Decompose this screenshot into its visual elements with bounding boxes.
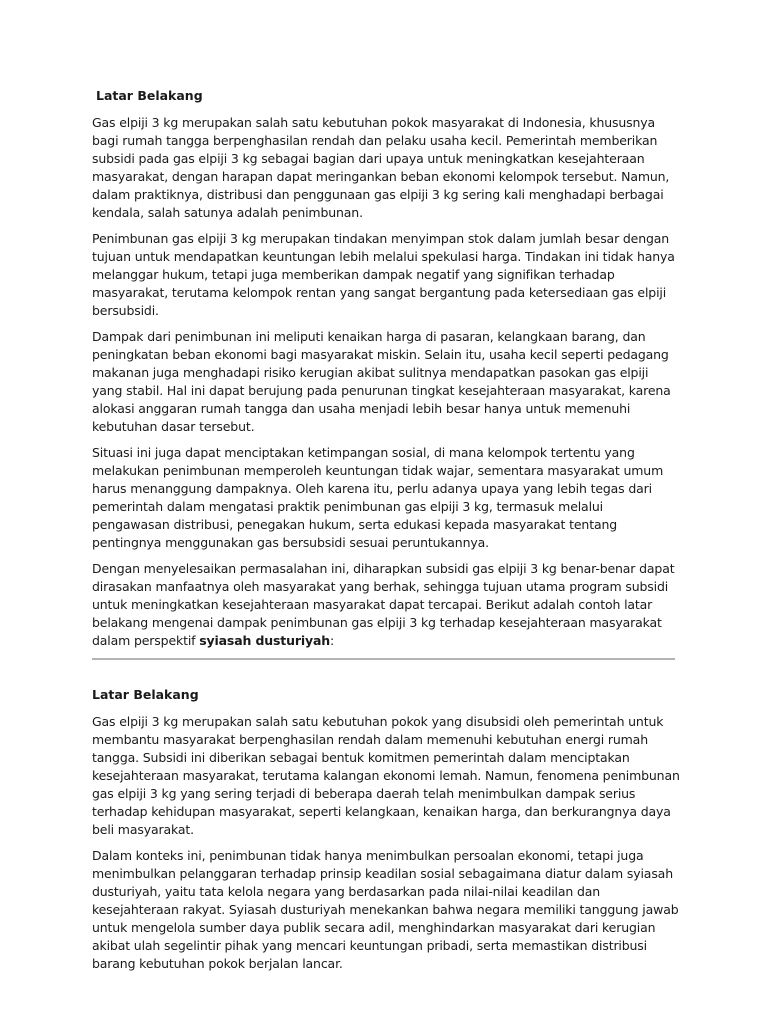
section-2-heading: Latar Belakang: [92, 687, 199, 702]
section-1-paragraph-4: Situasi ini juga dapat menciptakan ketimpangan sosial, di mana kelompok tertentu yang melakukan penimbunan memperoleh keuntungan tidak wajar, sementara masyarakat umum harus menanggung dampaknya. Oleh karena itu, perlu adanya upaya yang lebih tegas dari pemerintah dalam mengatasi praktik penimbunan gas elpiji 3 kg, termasuk melalui pengawasan distribusi, penegakan hukum, serta edukasi kepada masyarakat tentang pentingnya menggunakan gas bersubsidi sesuai peruntukannya.: [92, 445, 664, 550]
section-1-paragraph-2: Penimbunan gas elpiji 3 kg merupakan tindakan menyimpan stok dalam jumlah besar dengan tujuan untuk mendapatkan keuntungan lebih melalui spekulasi harga. Tindakan ini tidak hanya melanggar hukum, tetapi juga memberikan dampak negatif yang signifikan terhadap masyarakat, terutama kelompok rentan yang sangat bergantung pada ketersediaan gas elpiji bersubsidi.: [92, 231, 675, 318]
closing-text: Dengan menyelesaikan permasalahan ini, diharapkan subsidi gas elpiji 3 kg benar-benar dapat dirasakan manfaatnya oleh masyarakat yang berhak, sehingga tujuan utama program subsidi untuk meningkatkan kesejahteraan masyarakat dapat tercapai. Berikut adalah contoh latar belakang mengenai dampak penimbunan gas elpiji 3 kg terhadap kesejahteraan masyarakat dalam perspektif: [92, 561, 675, 648]
closing-colon: :: [330, 633, 335, 648]
horizontal-divider: [92, 658, 675, 660]
document-page: [92, 86, 682, 981]
section-1-closing-paragraph: [92, 560, 682, 650]
section-2-paragraph-2: Dalam konteks ini, penimbunan tidak hanya menimbulkan persoalan ekonomi, tetapi juga menimbulkan pelanggaran terhadap prinsip keadilan sosial sebagaimana diatur dalam syiasah dusturiyah, yaitu tata kelola negara yang berdasarkan pada nilai-nilai keadilan dan kesejahteraan rakyat. Syiasah dusturiyah menekankan bahwa negara memiliki tanggung jawab untuk mengelola sumber daya publik secara adil, menghindarkan masyarakat dari kerugian akibat ulah segelintir pihak yang mencari keuntungan pribadi, serta memastikan distribusi barang kebutuhan pokok berjalan lancar.: [92, 848, 679, 971]
section-1-paragraph-1: Gas elpiji 3 kg merupakan salah satu kebutuhan pokok masyarakat di Indonesia, khususnya bagi rumah tangga berpenghasilan rendah dan pelaku usaha kecil. Pemerintah memberikan subsidi pada gas elpiji 3 kg sebagai bagian dari upaya untuk meningkatkan kesejahteraan masyarakat, dengan harapan dapat meringankan beban ekonomi kelompok tersebut. Namun, dalam praktiknya, distribusi dan penggunaan gas elpiji 3 kg sering kali menghadapi berbagai kendala, salah satunya adalah penimbunan.: [92, 115, 670, 220]
section-2-paragraph-1: Gas elpiji 3 kg merupakan salah satu kebutuhan pokok yang disubsidi oleh pemerintah untuk membantu masyarakat berpenghasilan rendah dalam memenuhi kebutuhan energi rumah tangga. Subsidi ini diberikan sebagai bentuk komitmen pemerintah dalam menciptakan kesejahteraan masyarakat, terutama kalangan ekonomi lemah. Namun, fenomena penimbunan gas elpiji 3 kg yang sering terjadi di beberapa daerah telah menimbulkan dampak serius terhadap kehidupan masyarakat, seperti kelangkaan, kenaikan harga, dan berkurangnya daya beli masyarakat.: [92, 714, 680, 837]
section-1-paragraph-3: Dampak dari penimbunan ini meliputi kenaikan harga di pasaran, kelangkaan barang, dan peningkatan beban ekonomi bagi masyarakat miskin. Selain itu, usaha kecil seperti pedagang makanan juga menghadapi risiko kerugian akibat sulitnya mendapatkan pasokan gas elpiji yang stabil. Hal ini dapat berujung pada penurunan tingkat kesejahteraan masyarakat, karena alokasi anggaran rumah tangga dan usaha menjadi lebih besar hanya untuk memenuhi kebutuhan dasar tersebut.: [92, 329, 671, 434]
section-1-heading: Latar Belakang: [96, 88, 203, 103]
closing-bold-term: syiasah dusturiyah: [199, 633, 331, 648]
